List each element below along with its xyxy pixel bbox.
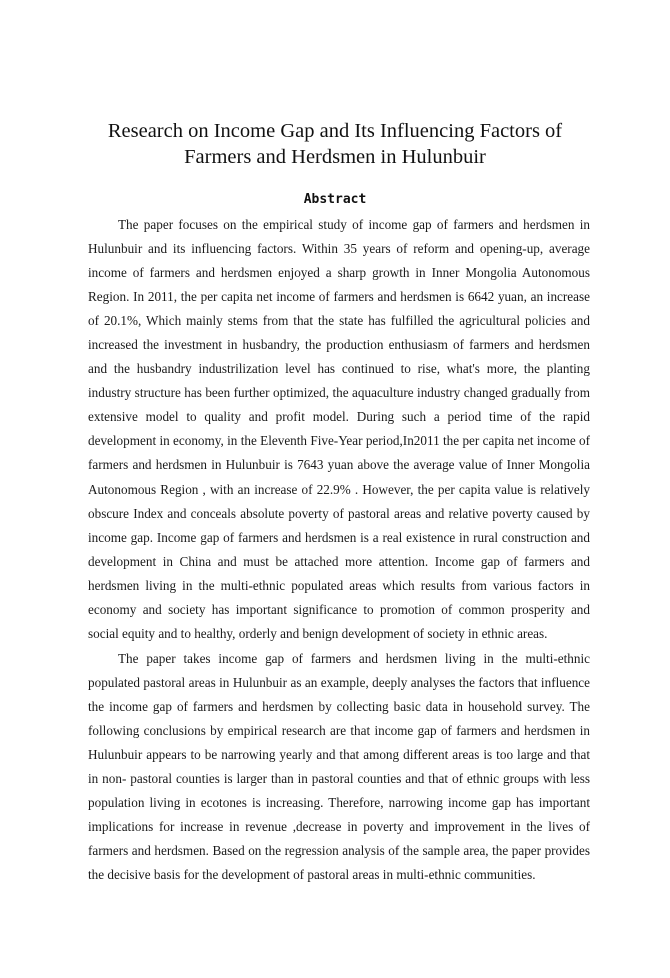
abstract-paragraph-2: The paper takes income gap of farmers and herdsmen living in the multi-ethnic populated pastoral areas in Hulunbuir as an example, deeply analyses the factors that influence the income gap of farmers and herdsmen by collecting basic data in household survey. The following conclusions by empirical research are that income gap of farmers and herdsmen in Hulunbuir appears to be narrowing yearly and that among different areas is too large and that in non- pastoral counties is larger than in pastoral counties and that of ethnic groups with less population living in ecotones is increasing. Therefore, narrowing income gap has important implications for increase in revenue ,decrease in poverty and improvement in the lives of farmers and herdsmen. Based on the regression analysis of the sample area, the paper provides the decisive basis for the development of pastoral areas in multi-ethnic communities.	[88, 650, 590, 883]
abstract-body	[88, 213, 590, 887]
paper-title	[60, 118, 610, 170]
abstract-heading: Abstract	[303, 192, 367, 207]
paper-title-line-1: Research on Income Gap and Its Influencing Factors of	[107, 120, 563, 142]
paper-title-line-2: Farmers and Herdsmen in Hulunbuir	[184, 146, 486, 168]
abstract-paragraph-1: The paper focuses on the empirical study of income gap of farmers and herdsmen in Hulunbuir and its influencing factors. Within 35 years of reform and opening-up, average income of farmers and herdsmen enjoyed a sharp growth in Inner Mongolia Autonomous Region. In 2011, the per capita net income of farmers and herdsmen is 6642 yuan, an increase of 20.1%, Which mainly stems from that the state has fulfilled the agricultural policies and increased the investment in husbandry, the production enthusiasm of farmers and herdsmen and the husbandry industrilization level has continued to rise, what's more, the planting industry structure has been further optimized, the aquaculture industry changed gradually from extensive model to quality and profit model. During such a period time of the rapid development in economy, in the Eleventh Five-Year period,In2011 the per capita net income of farmers and herdsmen in Hulunbuir is 7643 yuan above the average value of Inner Mongolia Autonomous Region , with an increase of 22.9% . However, the per capita value is relatively obscure Index and conceals absolute poverty of pastoral areas and relative poverty caused by income gap. Income gap of farmers and herdsmen is a real existence in rural construction and development in China and must be attached more attention. Income gap of farmers and herdsmen living in the multi-ethnic populated areas which results from various factors in economy and society has important significance to promotion of common prosperity and social equity and to healthy, orderly and benign development of society in ethnic areas.	[88, 217, 590, 641]
